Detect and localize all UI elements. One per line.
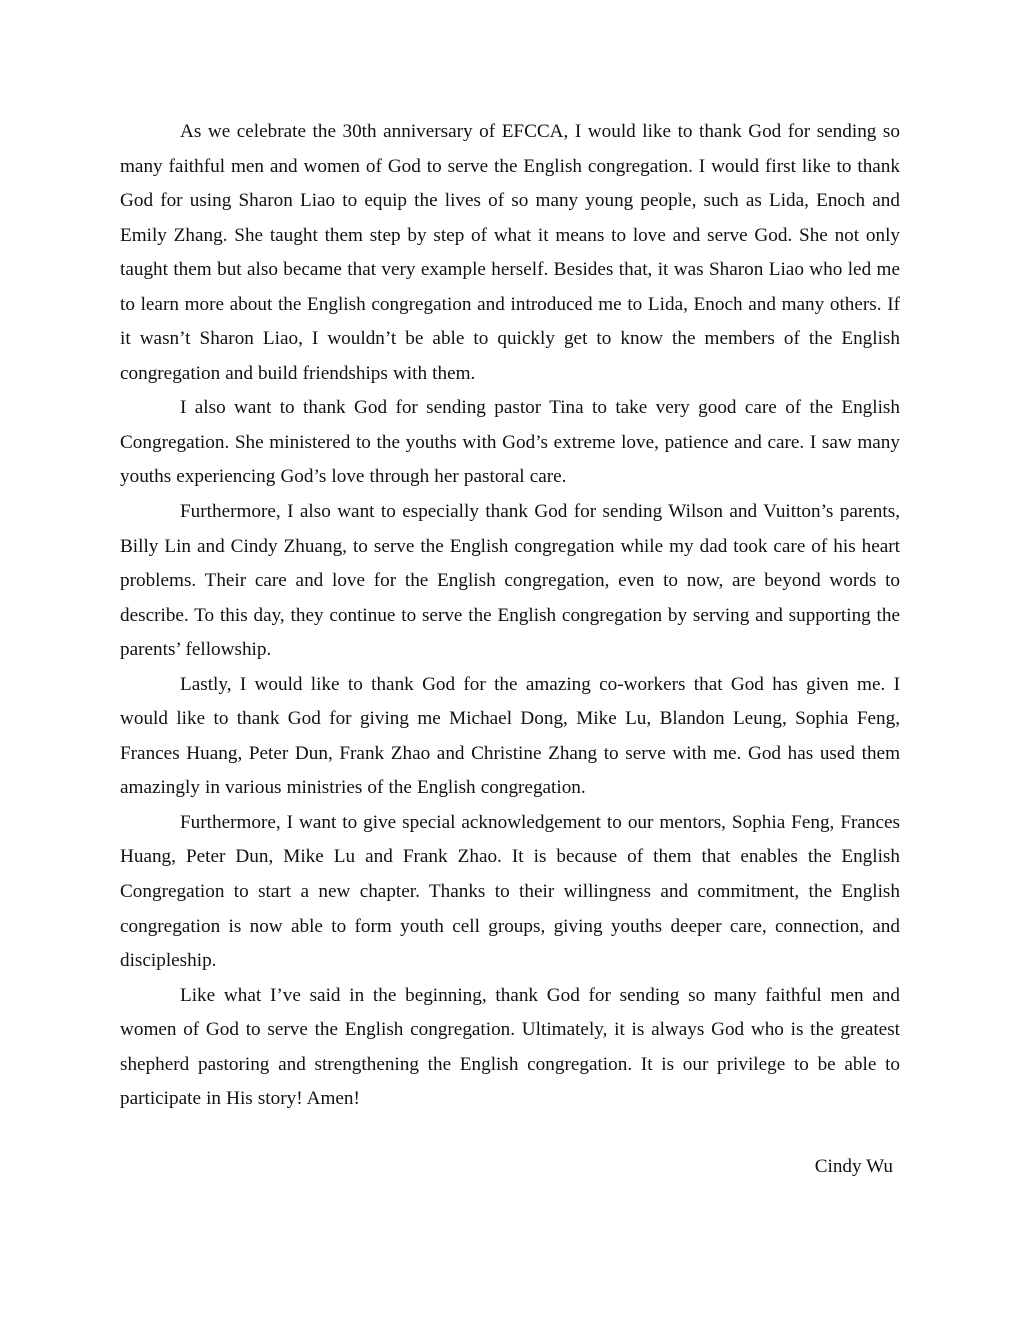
paragraph: Furthermore, I want to give special acknowledgement to our mentors, Sophia Feng, Frances Huang, Peter Dun, Mike Lu and Frank Zhao. It is because of them that enables the English Congregation to start a new chapter. Thanks to their willingness and commitment, the English congregation is now able to form youth cell groups, giving youths deeper care, connection, and discipleship. <box>120 811 900 972</box>
signature: Cindy Wu <box>814 1156 893 1177</box>
paragraph: Lastly, I would like to thank God for the amazing co-workers that God has given me. I would like to thank God for giving me Michael Dong, Mike Lu, Blandon Leung, Sophia Feng, Frances Huang, Peter Dun, Frank Zhao and Christine Zhang to serve with me. God has used them amazingly in various ministries of the English congregation. <box>120 673 900 799</box>
letter-body <box>120 115 900 1117</box>
paragraph: As we celebrate the 30th anniversary of EFCCA, I would like to thank God for sending so many faithful men and women of God to serve the English congregation. I would first like to thank God for using Sharon Liao to equip the lives of so many young people, such as Lida, Enoch and Emily Zhang. She taught them step by step of what it means to love and serve God. She not only taught them but also became that very example herself. Besides that, it was Sharon Liao who led me to learn more about the English congregation and introduced me to Lida, Enoch and many others. If it wasn’t Sharon Liao, I wouldn’t be able to quickly get to know the members of the English congregation and build friendships with them. <box>120 121 900 384</box>
paragraph: Like what I’ve said in the beginning, thank God for sending so many faithful men and women of God to serve the English congregation. Ultimately, it is always God who is the greatest shepherd pastoring and strengthening the English congregation. It is our privilege to be able to participate in His story! Amen! <box>120 984 900 1110</box>
paragraph: I also want to thank God for sending pastor Tina to take very good care of the English Congregation. She ministered to the youths with God’s extreme love, patience and care. I saw many youths experiencing God’s love through her pastoral care. <box>120 397 900 488</box>
paragraph: Furthermore, I also want to especially thank God for sending Wilson and Vuitton’s parents, Billy Lin and Cindy Zhuang, to serve the English congregation while my dad took care of his heart problems. Their care and love for the English congregation, even to now, are beyond words to describe. To this day, they continue to serve the English congregation by serving and supporting the parents’ fellowship. <box>120 501 900 661</box>
